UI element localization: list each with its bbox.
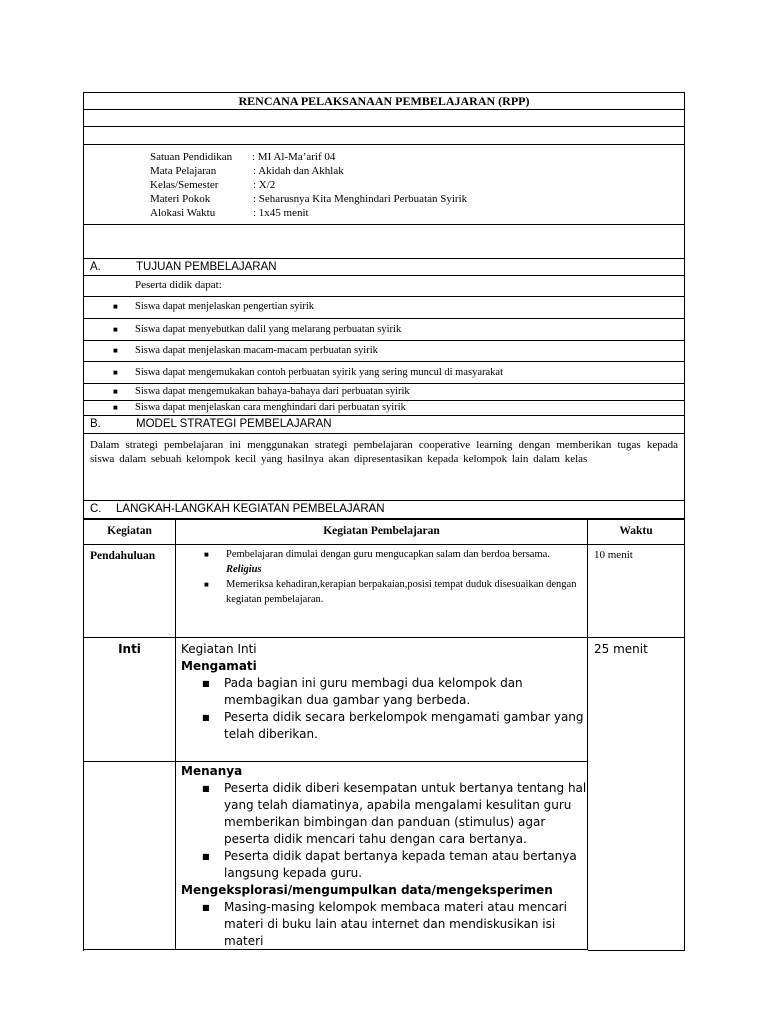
empty-row — [84, 225, 684, 259]
rpp-header-table — [83, 92, 685, 519]
title-row — [84, 93, 684, 110]
inti-continued-content-cell — [176, 762, 588, 950]
objective-row — [84, 319, 684, 341]
identity-label: Alokasi Waktu — [150, 207, 216, 219]
inti-content-cell — [176, 638, 588, 762]
identity-block — [84, 145, 684, 225]
kegiatan-inti-label: Kegiatan Inti — [181, 642, 257, 656]
section-letter: B. — [90, 418, 101, 430]
section-a-heading-row — [84, 259, 684, 276]
section-heading — [84, 259, 684, 275]
objective-item: ■ Siswa dapat menjelaskan pengertian syirik — [113, 301, 315, 312]
bullet-icon: ■ — [113, 302, 118, 311]
inti-continued-label-cell — [84, 762, 176, 950]
list-item: ■ Peserta didik dapat bertanya kepada teman atau bertanya langsung kepada guru. — [202, 849, 577, 880]
identity-label: Mata Pelajaran — [150, 165, 217, 177]
identity-value: : X/2 — [253, 179, 276, 191]
section-heading — [84, 501, 684, 517]
identity-line — [150, 164, 684, 178]
objective-item: ■ Siswa dapat mengemukakan contoh perbuatan syirik yang sering muncul di masyarakat — [113, 367, 503, 378]
bullet-icon: ■ — [113, 403, 118, 412]
document-title: RENCANA PELAKSANAAN PEMBELAJARAN (RPP) — [238, 94, 530, 108]
inti-time-cell — [588, 638, 684, 827]
identity-label: Satuan Pendidikan — [150, 151, 233, 163]
religius-tag: Religius — [226, 564, 262, 575]
pendahuluan-time-cell — [588, 545, 684, 638]
section-heading — [84, 416, 684, 432]
empty-row — [84, 127, 684, 145]
bullet-icon: ■ — [202, 784, 210, 793]
objectives-intro-row — [84, 276, 684, 297]
list-item: ■ Masing-masing kelompok membaca materi atau mencari materi di buku lain atau internet dan mendiskusikan isi materi — [202, 900, 567, 948]
empty-row — [84, 110, 684, 127]
section-c-heading-row — [84, 501, 684, 518]
pendahuluan-label: Pendahuluan — [90, 550, 156, 562]
list-item: ■ Memeriksa kehadiran,kerapian berpakaian,posisi tempat duduk disesuaikan dengan kegiatan pembelajaran. — [204, 579, 577, 605]
bullet-icon: ■ — [204, 580, 209, 589]
section-title: MODEL STRATEGI PEMBELAJARAN — [136, 418, 332, 430]
section-letter: A. — [90, 261, 101, 273]
eksplorasi-heading: Mengeksplorasi/mengumpulkan data/mengeksperimen — [181, 883, 553, 897]
identity-value: : MI Al-Ma’arif 04 — [252, 151, 336, 163]
list-item: ■ Pada bagian ini guru membagi dua kelompok dan membagikan dua gambar yang berbeda. — [202, 676, 523, 707]
identity-line — [150, 178, 684, 192]
identity-line — [150, 206, 684, 220]
identity-value: : Seharusnya Kita Menghindari Perbuatan Syirik — [253, 193, 468, 205]
objective-item: ■ Siswa dapat menjelaskan macam-macam perbuatan syirik — [113, 345, 378, 356]
objective-row — [84, 297, 684, 319]
pendahuluan-time: 10 menit — [594, 549, 633, 561]
list-item: ■ Peserta didik secara berkelompok mengamati gambar yang telah diberikan. — [202, 710, 584, 741]
identity-line — [150, 150, 684, 164]
activities-table — [83, 519, 685, 951]
objective-row — [84, 362, 684, 384]
pendahuluan-list — [176, 545, 587, 607]
objective-item: ■ Siswa dapat mengemukakan bahaya-bahaya dari perbuatan syirik — [113, 386, 410, 397]
bullet-icon: ■ — [202, 679, 210, 688]
identity-line — [150, 192, 684, 206]
objective-item: ■ Siswa dapat menjelaskan cara menghindari dari perbuatan syirik — [113, 402, 406, 413]
bullet-icon: ■ — [113, 346, 118, 355]
identity-value: : 1x45 menit — [253, 207, 309, 219]
header-kegiatan: Kegiatan — [84, 520, 176, 545]
eksplorasi-list — [181, 899, 587, 950]
objective-row — [84, 341, 684, 362]
header-kegiatan-pembelajaran: Kegiatan Pembelajaran — [176, 520, 588, 545]
objective-row — [84, 384, 684, 401]
list-item: ■ Peserta didik diberi kesempatan untuk bertanya tentang hal yang telah diamatinya, apabila mengalami kesulitan guru memberikan bimbingan dan panduan (stimulus) agar peserta didik mencari tahu dengan cara bertanya. — [202, 781, 587, 846]
bullet-icon: ■ — [202, 903, 210, 912]
list-item: ■ Pembelajaran dimulai dengan guru mengucapkan salam dan berdoa bersama. Religius — [204, 549, 550, 575]
objective-row — [84, 401, 684, 416]
strategy-row — [84, 434, 684, 501]
identity-label: Kelas/Semester — [150, 179, 219, 191]
section-b-heading-row — [84, 416, 684, 434]
inti-label-cell — [84, 638, 176, 762]
menanya-list — [181, 780, 587, 882]
mengamati-heading: Mengamati — [181, 659, 257, 673]
inti-label: Inti — [118, 642, 141, 656]
bullet-icon: ■ — [202, 852, 210, 861]
bullet-icon: ■ — [113, 325, 118, 334]
objectives-intro: Peserta didik dapat: — [135, 279, 222, 291]
inti-time: 25 menit — [594, 642, 648, 656]
identity-label: Materi Pokok — [150, 193, 211, 205]
pendahuluan-label-cell — [84, 545, 176, 638]
bullet-icon: ■ — [202, 713, 210, 722]
menanya-heading: Menanya — [181, 764, 243, 778]
section-letter: C. — [90, 503, 102, 515]
section-title: LANGKAH-LANGKAH KEGIATAN PEMBELAJARAN — [116, 503, 385, 515]
pendahuluan-content-cell — [176, 545, 588, 638]
objective-item: ■ Siswa dapat menyebutkan dalil yang melarang perbuatan syirik — [113, 324, 402, 335]
identity-value: : Akidah dan Akhlak — [253, 165, 344, 177]
mengamati-list — [181, 675, 587, 743]
section-title: TUJUAN PEMBELAJARAN — [136, 261, 277, 273]
bullet-icon: ■ — [113, 387, 118, 396]
header-waktu: Waktu — [588, 520, 684, 545]
strategy-paragraph: Dalam strategi pembelajaran ini menggunakan strategi pembelajaran cooperative learning dengan memberikan tugas kepada siswa dalam sebuah kelompok kecil yang hasilnya akan dipresentasikan kepada kelompok lain dalam kelas — [90, 439, 678, 465]
bullet-icon: ■ — [204, 550, 209, 559]
bullet-icon: ■ — [113, 368, 118, 377]
time-cell-bottom — [588, 950, 684, 951]
